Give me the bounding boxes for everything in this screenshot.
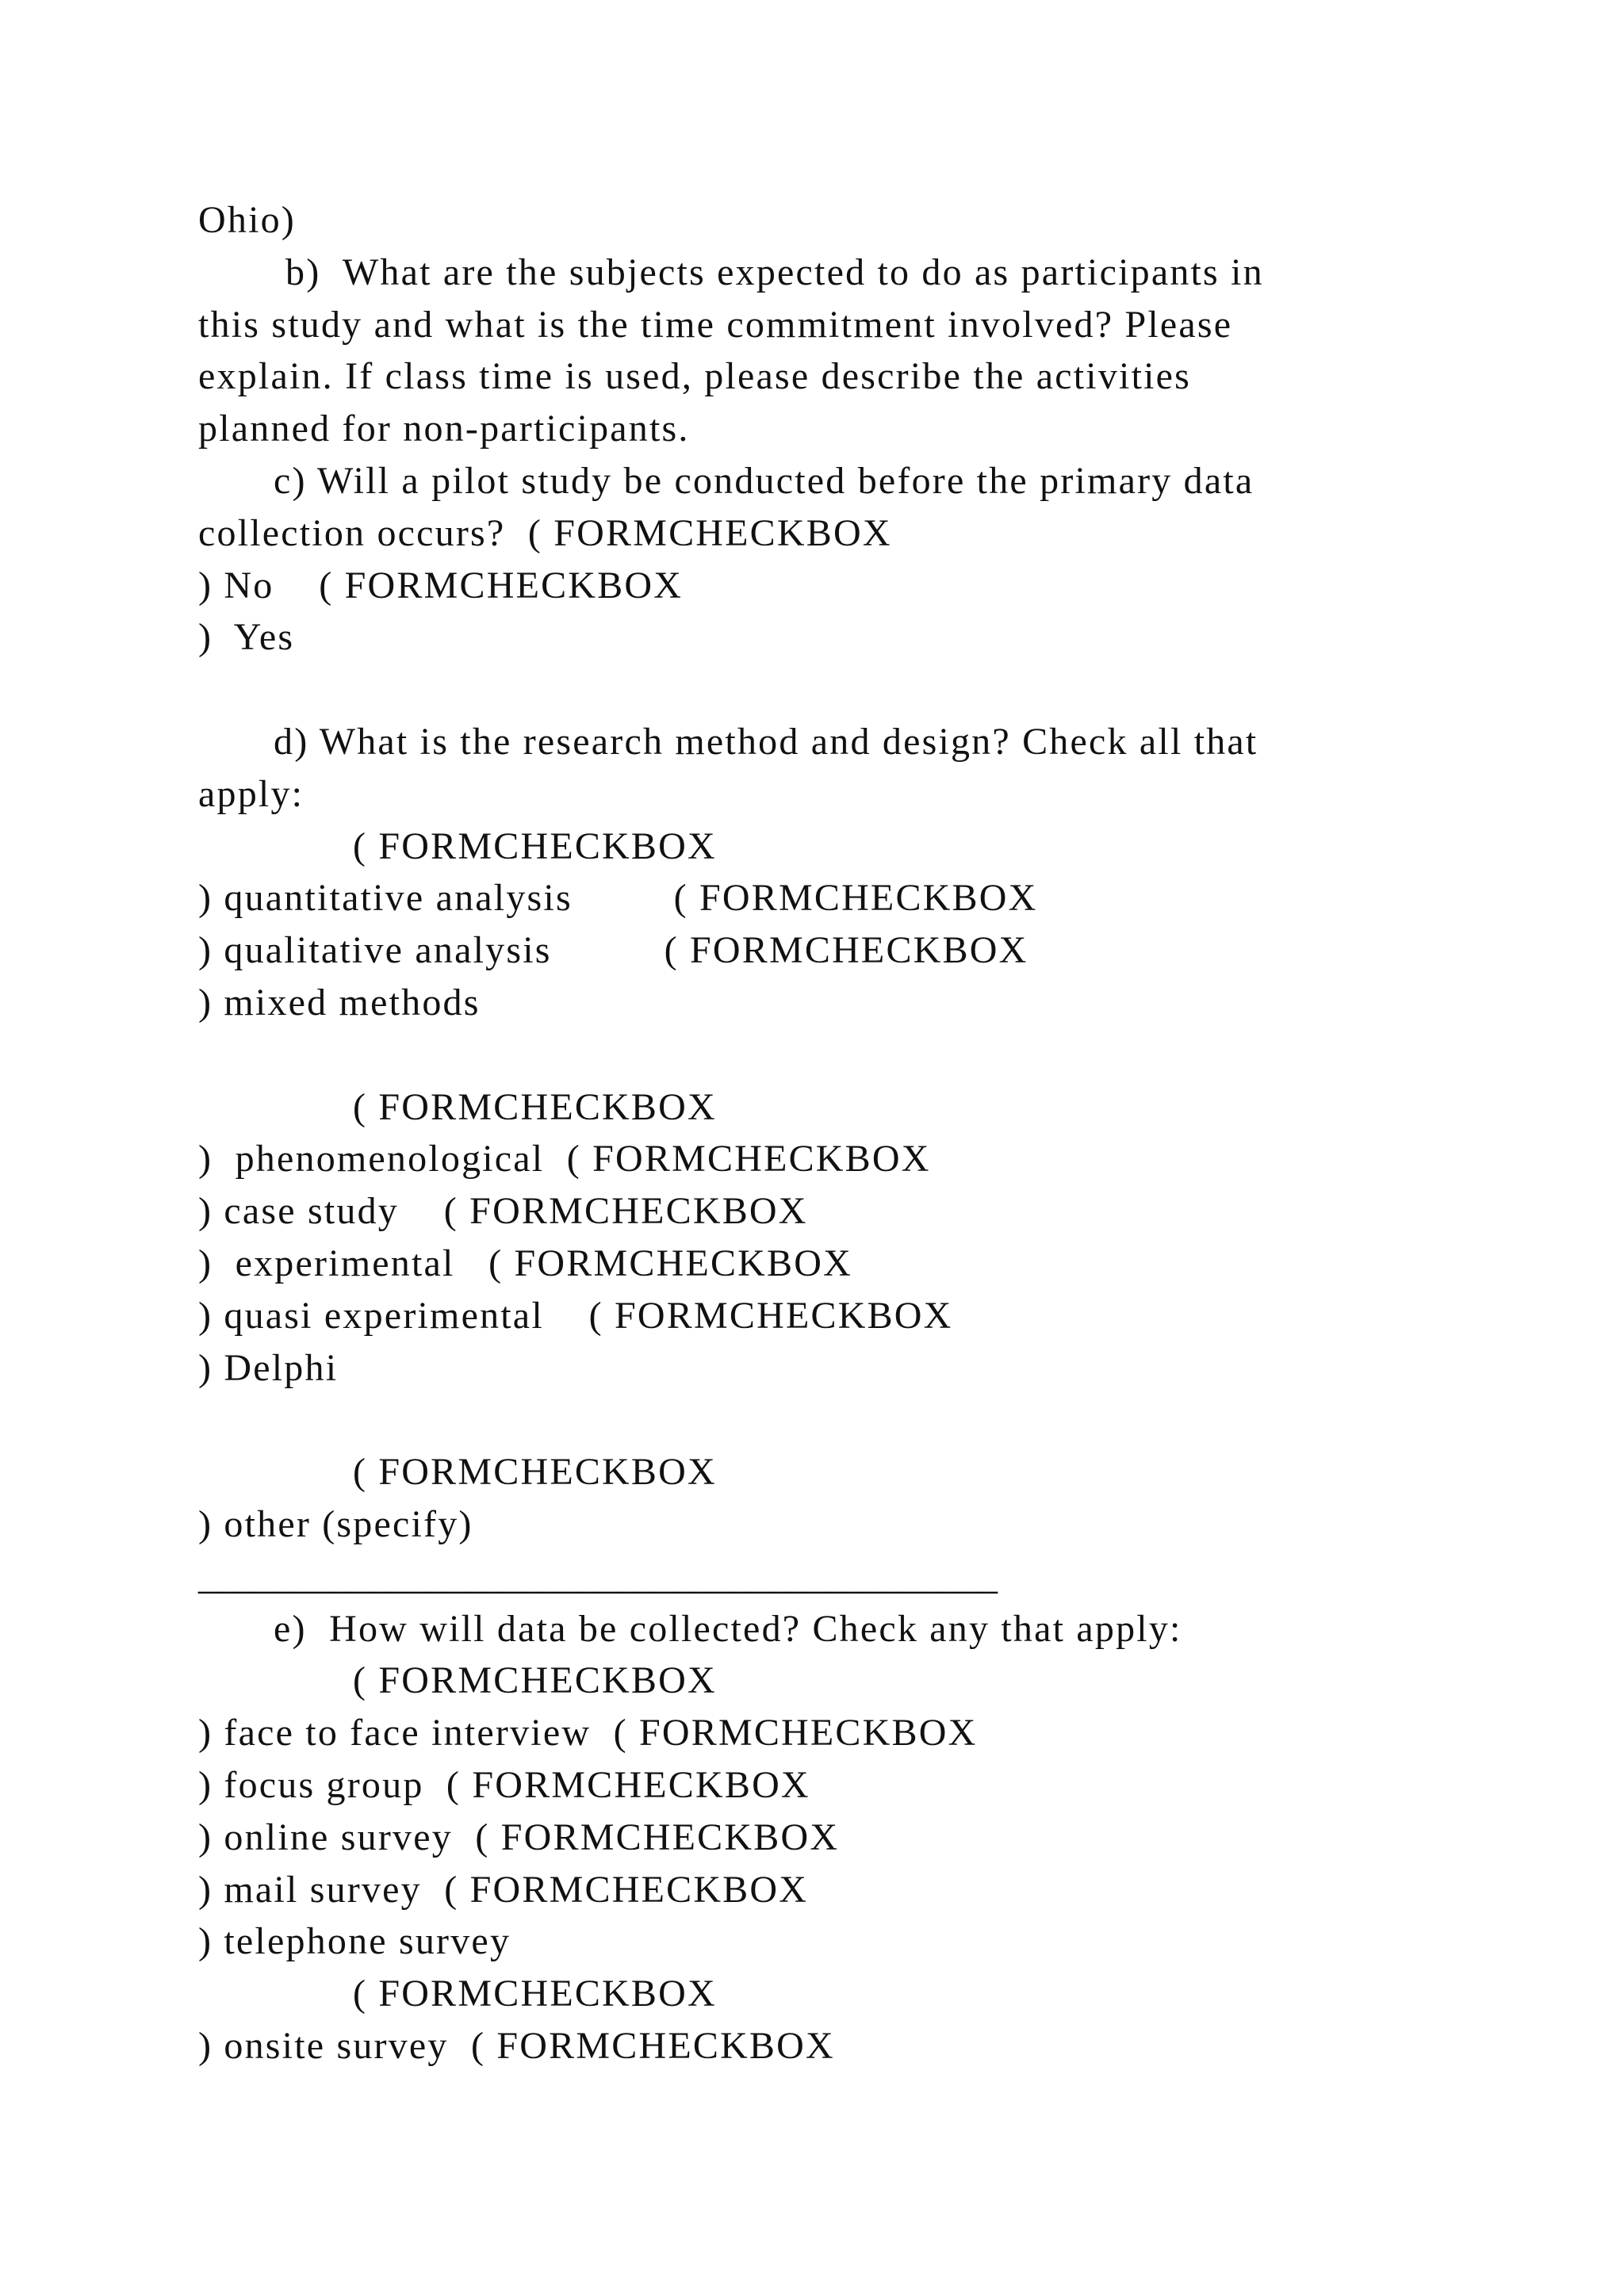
text-line: ) experimental ( FORMCHECKBOX [198, 1242, 852, 1284]
text-line: ) online survey ( FORMCHECKBOX [198, 1816, 840, 1858]
blank-line [198, 1029, 1467, 1081]
blank-line [198, 1394, 1467, 1446]
text-line: ) other (specify) [198, 1502, 473, 1545]
text-line: ) case study ( FORMCHECKBOX [198, 1190, 808, 1233]
text-line: ) quasi experimental ( FORMCHECKBOX [198, 1294, 953, 1337]
document-body [198, 194, 1467, 2072]
text-line: apply: [198, 772, 304, 815]
form-checkbox-line: ( FORMCHECKBOX [353, 1973, 717, 2015]
text-line: ) focus group ( FORMCHECKBOX [198, 1763, 810, 1806]
text-line: ) mail survey ( FORMCHECKBOX [198, 1868, 809, 1911]
text-line: ) No ( FORMCHECKBOX [198, 564, 684, 607]
text-line: ) Delphi [198, 1346, 339, 1389]
form-checkbox-line: ( FORMCHECKBOX [353, 1659, 717, 1702]
question-c: c) Will a pilot study be conducted before the primary data [274, 459, 1254, 502]
fill-in-blank-rule: __________________________________________ [198, 1555, 998, 1598]
question-d: d) What is the research method and design? Check all that [274, 720, 1258, 763]
text-line: explain. If class time is used, please describe the activities [198, 355, 1192, 398]
question-e: e) How will data be collected? Check any that apply: [274, 1607, 1182, 1650]
text-line: ) qualitative analysis ( FORMCHECKBOX [198, 929, 1028, 972]
text-line: Ohio) [198, 199, 296, 241]
text-line: collection occurs? ( FORMCHECKBOX [198, 511, 892, 554]
text-line: ) Yes [198, 616, 295, 659]
text-line: ) face to face interview ( FORMCHECKBOX [198, 1712, 978, 1755]
text-line: ) mixed methods [198, 981, 481, 1024]
text-line: this study and what is the time commitment involved? Please [198, 303, 1233, 346]
blank-line [198, 664, 1467, 716]
text-line: ) phenomenological ( FORMCHECKBOX [198, 1138, 931, 1181]
text-line: ) quantitative analysis ( FORMCHECKBOX [198, 877, 1038, 920]
text-line: ) onsite survey ( FORMCHECKBOX [198, 2024, 835, 2067]
question-b: b) What are the subjects expected to do as participants in [285, 251, 1264, 293]
form-checkbox-line: ( FORMCHECKBOX [353, 1085, 717, 1128]
text-line: planned for non-participants. [198, 408, 690, 450]
form-checkbox-line: ( FORMCHECKBOX [353, 1451, 717, 1494]
text-line: ) telephone survey [198, 1920, 511, 1963]
form-checkbox-line: ( FORMCHECKBOX [353, 825, 717, 867]
